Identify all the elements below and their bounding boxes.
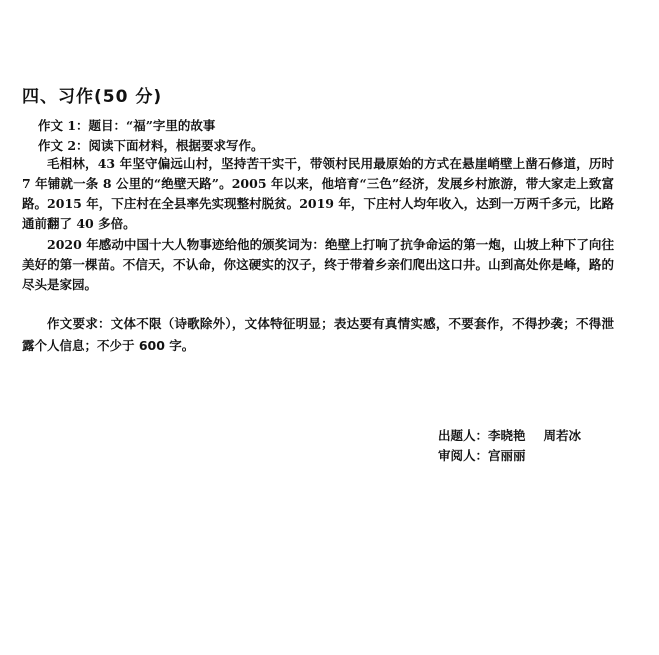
material-paragraph-1: 毛相林，43 年坚守偏远山村，坚持苦干实干，带领村民用最原始的方式在悬崖峭壁上凿石修道，历时 7 年铺就一条 8 公里的“绝壁天路”。2005 年以来，他培育“三色”经济，发展乡村旅游，带大家走上致富路。2015 年，下庄村在全县率先实现整村脱贫。2019 年，下庄村人均年收入，达到一万两千多元，比路通前翻了 40 多倍。 <box>22 156 614 231</box>
material-paragraph-2: 2020 年感动中国十大人物事迹给他的颁奖词为：绝壁上打响了抗争命运的第一炮，山坡上种下了向往美好的第一棵苗。不信天，不认命，你这硬实的汉子，终于带着乡亲们爬出这口井。山到高处你是峰，路的尽头是家园。 <box>22 237 614 292</box>
reviewer <box>438 446 526 464</box>
reviewer-name: 宫丽丽 <box>488 448 526 463</box>
setter-name-2: 周若冰 <box>543 428 582 443</box>
reviewer-label: 审阅人： <box>438 448 489 463</box>
essay-task-1: 作文 1：题目：“福”字里的故事 <box>38 118 216 133</box>
section-heading: 四、习作(50 分) <box>22 87 163 107</box>
setter-name-1: 李晓艳 <box>488 428 526 443</box>
question-setters <box>438 426 581 444</box>
setters-label: 出题人： <box>438 428 489 443</box>
essay-requirements: 作文要求：文体不限（诗歌除外），文体特征明显；表达要有真情实感，不要套作，不得抄袭；不得泄露个人信息；不少于 600 字。 <box>22 316 614 353</box>
essay-task-2: 作文 2：阅读下面材料，根据要求写作。 <box>38 138 264 153</box>
